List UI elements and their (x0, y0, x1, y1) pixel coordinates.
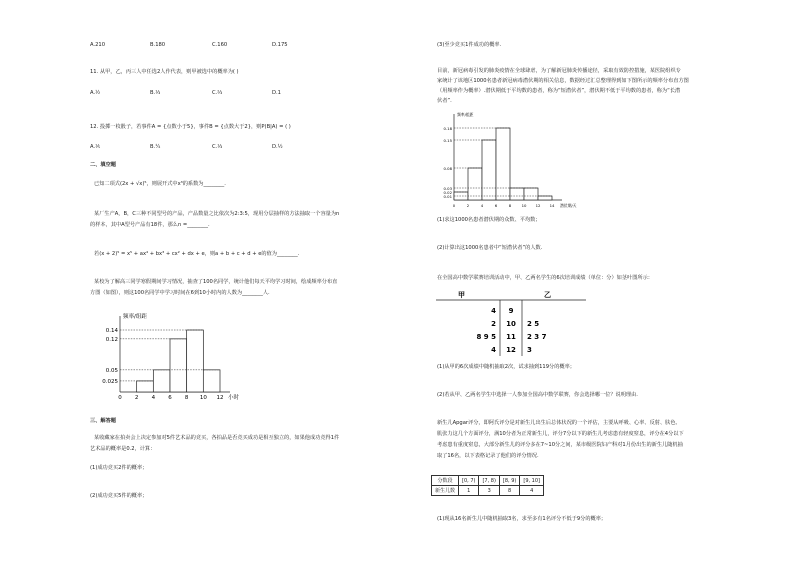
fill-question-4-line2: 方图（如图），则这100名同学中学习时间在6到10小时内的人数为________人. (90, 290, 270, 296)
section-fill-title: 二、填空题 (90, 162, 116, 168)
apgar-para-line4: 取了16名，以下表格记录了他们的评分情况. (437, 453, 539, 459)
covid-para-line3: （用频率作为概率）.潜伏期低于平均数的患者，称为“短潜伏者”，潜伏期不低于平均数的患者，称为“长潜 (437, 88, 681, 94)
solve-subquestion-3: (3)至少竞买1件成功的概率. (437, 42, 502, 48)
q12-option-b: B.¼ (150, 144, 161, 150)
solve-subquestion-2: (2)成功竞买5件的概率； (90, 493, 148, 499)
q10-option-b: B.180 (150, 42, 166, 48)
stem-leaf-header-left: 甲 (458, 291, 465, 299)
study-time-histogram (96, 304, 246, 408)
y-tick-label: 0.01 (443, 194, 452, 199)
histogram-bar (187, 330, 204, 392)
histogram-bar (203, 370, 220, 392)
histogram-bar (524, 188, 538, 200)
stem-leaf-left-0: 4 (491, 307, 496, 315)
q10-option-c: C.160 (212, 42, 228, 48)
math-contest-para: 在全国高中数学联赛培训活动中，甲、乙两名学生的6次培训成绩（单位：分）如茎叶图所示： (437, 275, 653, 281)
solve-subquestion-1: (1)成功竞买2件的概率； (90, 465, 148, 471)
fill-question-2-line2: 的样本，其中A型号产品有18件，那么n =________. (90, 222, 210, 228)
x-tick-label: 8 (508, 203, 512, 208)
x-tick-label: 2 (134, 395, 139, 401)
histogram-bar (510, 188, 524, 200)
y-tick-label: 0.05 (105, 367, 118, 374)
x-tick-label: 8 (184, 395, 189, 401)
x-tick-label: 4 (151, 395, 156, 401)
fill-question-2-line1: 某厂生产A，B，C三种不同型号的产品，产品数量之比依次为2:3:5，现用分层抽样的方法抽取一个容量为n (94, 211, 340, 217)
stem-leaf-plot (436, 286, 586, 356)
solve-question-1-line2: 艺术品的概率是0.2，计算： (90, 446, 156, 452)
fill-question-4-line1: 某校为了解高三同学寒假期间学习情况，抽查了100名同学，统计他们每天平均学习时间，绘成频率分布直 (94, 279, 338, 285)
q11-option-d: D.1 (272, 90, 281, 96)
math-question-1: (1)从甲的6次成绩中随机抽取2次，试求抽到119分的概率； (437, 364, 575, 370)
stem-leaf-right-1: 2 5 (527, 320, 540, 328)
q10-option-d: D.175 (272, 42, 288, 48)
x-tick-label: 6 (168, 395, 172, 401)
table-cell: 新生儿数 (432, 486, 459, 496)
x-tick-label: 10 (199, 395, 207, 401)
covid-para-line4: 伏者”. (437, 98, 452, 104)
apgar-para-line1: 新生儿Apgar评分，即阿氏评分是对新生儿出生后总体状况的一个评估，主要从呼吸、心率、反射、肤色、 (437, 420, 681, 426)
covid-question-2: (2)计算出这1000名患者中“短潜伏者”的人数. (437, 245, 543, 251)
histogram-bar (538, 196, 552, 200)
x-tick-label: 2 (466, 203, 470, 208)
y-tick-label: 0.14 (105, 328, 118, 334)
stem-3: 12 (506, 346, 516, 354)
x-axis-label: 小时 (228, 395, 240, 401)
stem-leaf-left-2: 8 9 5 (476, 333, 496, 341)
stem-leaf-right-2: 2 3 7 (527, 333, 547, 341)
x-tick-label: 0 (118, 395, 122, 401)
x-tick-label: 6 (494, 203, 498, 208)
histogram-bar (468, 168, 482, 200)
q11-option-b: B.⅓ (150, 90, 161, 96)
x-tick-label: 10 (521, 203, 527, 208)
table-header-cell: [9, 10] (520, 476, 544, 486)
y-tick-label: 0.03 (443, 186, 452, 191)
y-tick-label: 0.025 (102, 378, 118, 385)
stem-leaf-header-right: 乙 (544, 291, 551, 299)
table-cell: 3 (479, 486, 499, 496)
stem-leaf-right-3: 3 (527, 346, 532, 354)
histogram-bar (153, 370, 170, 392)
y-axis-label: 频率/组距 (457, 112, 474, 117)
x-tick-label: 0 (452, 203, 456, 208)
q12-text: 12. 投掷一枚骰子，若事件A = {点数小于5}，事件B = {点数大于2}，则P(B|A) = ( ) (90, 124, 291, 130)
q11-text: 11. 从甲，乙，丙三人中任选2人作代表，则甲被选中的概率为( ) (90, 69, 239, 75)
y-tick-label: 0.15 (443, 138, 452, 143)
table-row (432, 476, 544, 486)
histogram-bar (482, 140, 496, 200)
stem-2: 11 (506, 333, 516, 341)
fill-question-3: 若(x + 2)⁵ = x⁵ + ax⁴ + bx³ + cx² + dx + e，则a + b + c + d + e的值为________. (94, 251, 300, 257)
stem-leaf-left-1: 2 (491, 320, 496, 328)
y-axis-label: 频率/组距 (123, 314, 147, 320)
histogram-bar (137, 381, 154, 392)
stem-0: 9 (508, 307, 514, 315)
x-tick-label: 14 (549, 203, 555, 208)
section-solve-title: 三、解答题 (90, 418, 116, 424)
apgar-para-line3: 考虑患有重度窒息，大部分新生儿的评分多在7~10分之间，某市级医院妇产科对1月份出生的新生儿随机抽 (437, 442, 683, 448)
stem-leaf-left-3: 4 (491, 346, 496, 354)
table-header-cell: 分数段 (432, 476, 459, 486)
covid-para-line2: 家统计了该地区1000名患者新冠病毒潜伏期的相关信息，数据经过汇总整理得到如下图所示的频率分布直方图 (437, 78, 689, 84)
covid-para-line1: 目前，新冠病毒引发的肺炎疫情在全球肆虐，为了解新冠肺炎传播途径，采取有效防控措施，某医院组织专 (437, 68, 681, 74)
y-tick-label: 0.08 (443, 166, 452, 171)
y-tick-label: 0.18 (443, 126, 452, 131)
apgar-para-line2: 肌张力这几个方面评分，满10分者为正常新生儿，评分7分以下的新生儿考虑患有轻度窒息，评分在4分以下 (437, 431, 684, 437)
table-cell: 8 (499, 486, 519, 496)
x-tick-label: 12 (535, 203, 541, 208)
fill-question-1: 已知二项式(2x + √x)⁵，则展开式中x³的系数为________. (94, 181, 226, 187)
table-header-cell: [8, 9) (499, 476, 519, 486)
table-row (432, 486, 544, 496)
q12-option-d: D.½ (272, 144, 283, 150)
incubation-histogram (434, 108, 577, 212)
q11-option-c: C.⅔ (212, 90, 223, 96)
stem-1: 10 (506, 320, 516, 328)
histogram-bar (496, 128, 510, 200)
table-header-cell: [7, 8) (479, 476, 499, 486)
q11-option-a: A.½ (90, 90, 101, 96)
table-cell: 4 (520, 486, 544, 496)
histogram-bar (170, 339, 187, 392)
q12-option-c: C.⅓ (212, 144, 223, 150)
apgar-question-1: (1)现从16名新生儿中随机抽取3名，求至多有1名评分不低于9分的概率； (437, 516, 607, 522)
covid-question-1: (1)求这1000名患者潜伏期的众数、平均数； (437, 217, 541, 223)
math-question-2: (2)若从甲、乙两名学生中选择一人参加全国高中数学联赛，你会选择哪一位？说明理由. (437, 392, 638, 398)
table-cell: 1 (459, 486, 479, 496)
solve-question-1-line1: 某收藏家在拍卖会上决定参加对5件艺术品的竞买，各拍品是否竞买成功是相互独立的，如果他成功竞得1件 (94, 435, 340, 441)
x-tick-label: 4 (480, 203, 484, 208)
x-tick-label: 12 (216, 395, 224, 401)
y-tick-label: 0.12 (105, 336, 118, 343)
table-header-cell: [0, 7) (459, 476, 479, 486)
apgar-score-table (431, 475, 544, 496)
q12-option-a: A.⅕ (90, 144, 101, 150)
x-axis-label: 潜伏期/天 (560, 203, 577, 208)
q10-option-a: A.210 (90, 42, 106, 48)
y-tick-label: 0.02 (443, 190, 452, 195)
